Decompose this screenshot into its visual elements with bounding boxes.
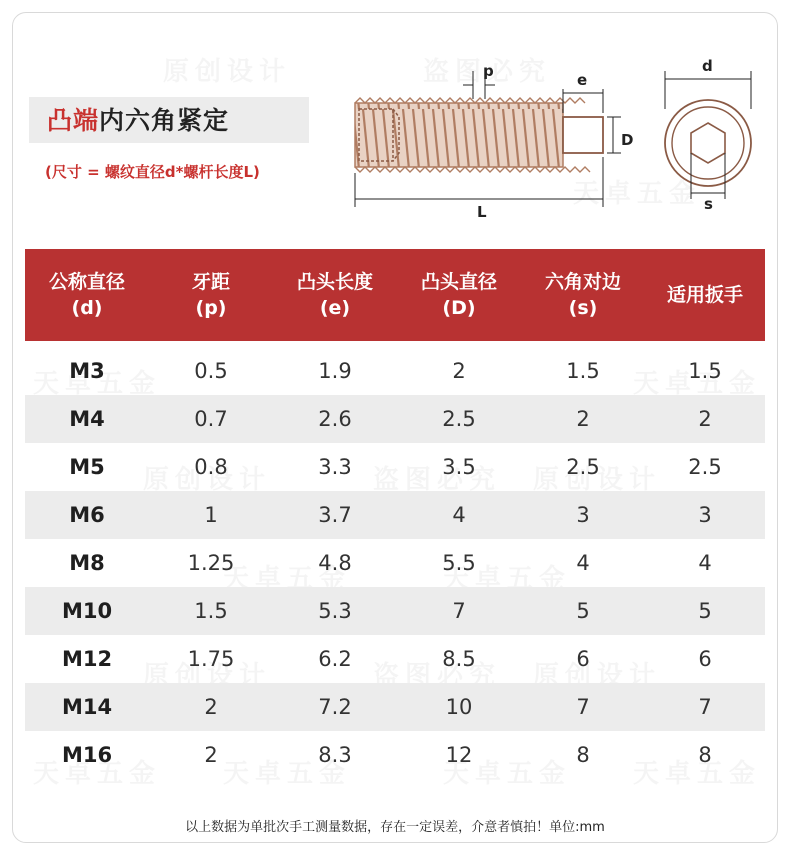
cell-diameter: M3 (69, 359, 105, 383)
cell-point-length: 3.7 (318, 503, 352, 527)
page-title (47, 101, 229, 137)
cell-diameter: M14 (61, 695, 113, 719)
cell-point-length: 6.2 (318, 647, 352, 671)
table-row (25, 683, 765, 731)
spec-card (12, 12, 778, 843)
cell-point-diameter: 5.5 (442, 551, 476, 575)
cell-diameter: M5 (69, 455, 105, 479)
footer-note: 以上数据为单批次手工测量数据，存在一定误差，介意者慎拍！单位:mm (185, 820, 605, 835)
table-row (25, 635, 765, 683)
cell-wrench: 8 (698, 743, 712, 767)
cell-hex: 1.5 (566, 359, 600, 383)
table-header (25, 249, 765, 341)
cell-point-diameter: 8.5 (442, 647, 476, 671)
cell-diameter: M16 (61, 743, 113, 767)
cell-point-diameter: 4 (452, 503, 466, 527)
cell-pitch: 0.7 (194, 407, 228, 431)
header-nominal-diameter: 公称直径 (d) (48, 271, 125, 319)
cell-hex: 2.5 (566, 455, 600, 479)
cell-point-length: 1.9 (318, 359, 352, 383)
table-row (25, 491, 765, 539)
cell-diameter: M12 (61, 647, 113, 671)
header-hex-across-flats: 六角对边 (s) (544, 271, 621, 319)
cell-hex: 5 (576, 599, 590, 623)
screw-side-diagram (331, 49, 634, 229)
dim-label-D: D (621, 131, 634, 149)
cell-point-diameter: 2 (452, 359, 466, 383)
cell-point-length: 4.8 (318, 551, 352, 575)
table-row (25, 443, 765, 491)
cell-point-length: 8.3 (318, 743, 352, 767)
cell-wrench: 2 (698, 407, 712, 431)
cell-point-diameter: 7 (452, 599, 466, 623)
title-main: 内六角紧定 (99, 106, 230, 135)
cell-pitch: 2 (204, 743, 218, 767)
table-row (25, 587, 765, 635)
cell-diameter: M4 (69, 407, 105, 431)
cell-pitch: 1.75 (187, 647, 235, 671)
cell-point-length: 7.2 (318, 695, 352, 719)
cell-point-length: 2.6 (318, 407, 352, 431)
cell-pitch: 1.25 (187, 551, 235, 575)
cell-wrench: 2.5 (688, 455, 722, 479)
cell-pitch: 0.5 (194, 359, 228, 383)
cell-hex: 7 (576, 695, 590, 719)
cell-point-diameter: 12 (445, 743, 473, 767)
header-wrench-size: 适用扳手 (666, 284, 743, 306)
dim-label-s: s (704, 195, 713, 213)
cell-hex: 2 (576, 407, 590, 431)
header-point-diameter: 凸头直径 (D) (420, 271, 497, 319)
header-pitch: 牙距 (p) (191, 271, 230, 319)
cell-wrench: 6 (698, 647, 712, 671)
cell-diameter: M8 (69, 551, 105, 575)
dim-label-e: e (577, 71, 588, 89)
cell-point-diameter: 10 (445, 695, 473, 719)
cell-point-length: 5.3 (318, 599, 352, 623)
table-row (25, 347, 765, 395)
cell-pitch: 2 (204, 695, 218, 719)
dim-label-d: d (702, 57, 713, 75)
cell-point-diameter: 2.5 (442, 407, 476, 431)
cell-wrench: 3 (698, 503, 712, 527)
cell-wrench: 1.5 (688, 359, 722, 383)
cell-hex: 3 (576, 503, 590, 527)
dim-label-p: p (483, 62, 494, 80)
cell-hex: 8 (576, 743, 590, 767)
cell-pitch: 1 (204, 503, 218, 527)
cell-diameter: M6 (69, 503, 105, 527)
cell-pitch: 1.5 (194, 599, 228, 623)
title-highlight: 凸端 (47, 106, 100, 135)
table-row (25, 395, 765, 443)
cell-diameter: M10 (61, 599, 113, 623)
cell-point-diameter: 3.5 (442, 455, 476, 479)
cell-point-length: 3.3 (318, 455, 352, 479)
cell-hex: 6 (576, 647, 590, 671)
cell-wrench: 7 (698, 695, 712, 719)
spec-table (25, 249, 765, 779)
cell-wrench: 5 (698, 599, 712, 623)
header-point-length: 凸头长度 (e) (296, 271, 373, 319)
page-subtitle: (尺寸 = 螺纹直径d*螺杆长度L) (45, 163, 260, 181)
table-row (25, 539, 765, 587)
dim-label-L: L (477, 203, 487, 221)
cell-wrench: 4 (698, 551, 712, 575)
cell-hex: 4 (576, 551, 590, 575)
screw-end-diagram (653, 51, 763, 211)
watermark (163, 51, 291, 88)
table-row (25, 731, 765, 779)
cell-pitch: 0.8 (194, 455, 228, 479)
